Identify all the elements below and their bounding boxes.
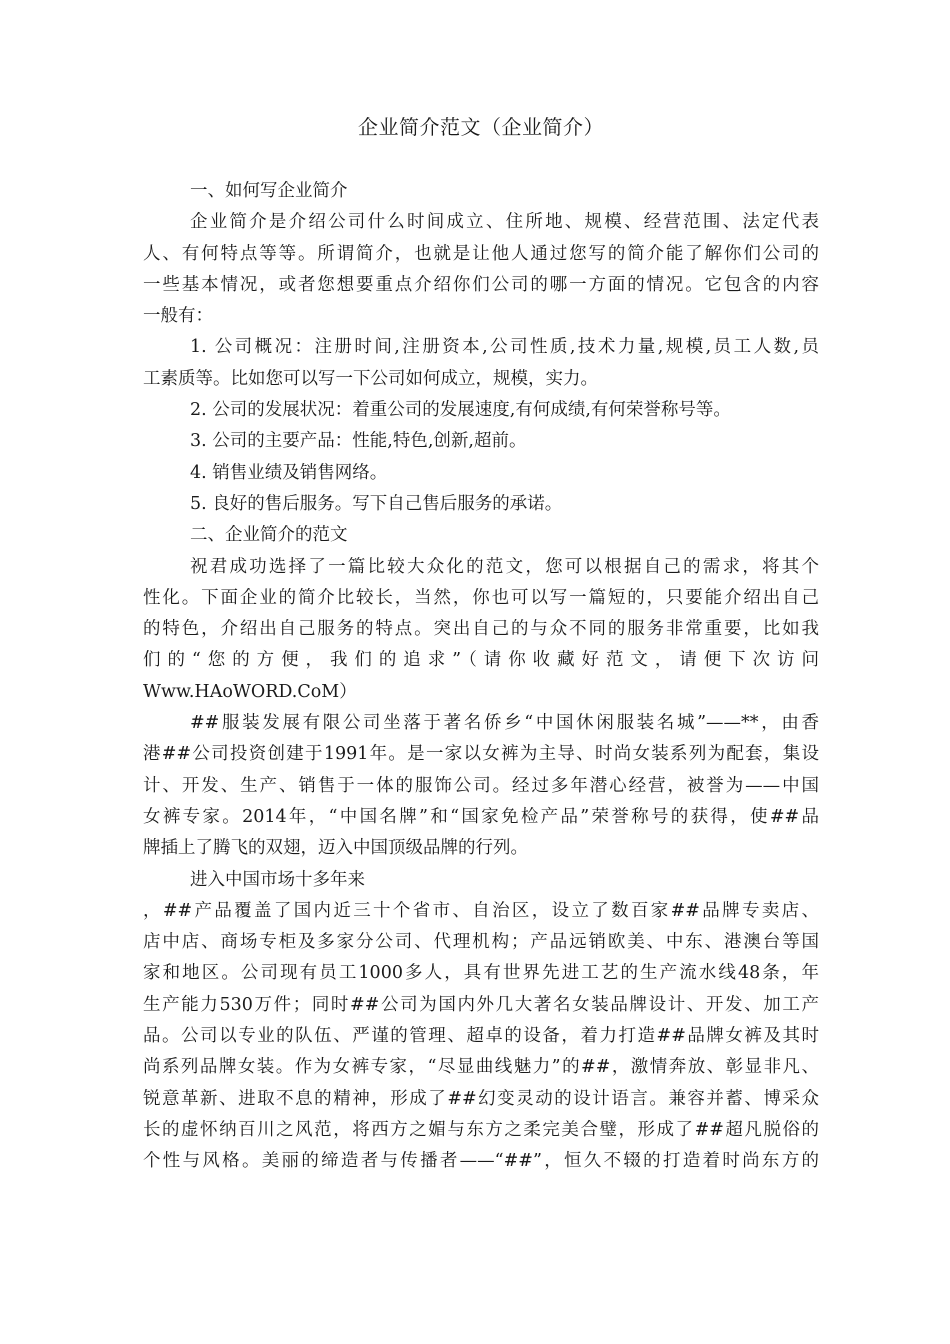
text-line: 企业简介是介绍公司什么时间成立、住所地、规模、经营范围、法定代表 bbox=[190, 212, 819, 233]
text-line: 计、开发、生产、销售于一体的服饰公司。经过多年潜心经营，被誉为——中国 bbox=[143, 775, 819, 796]
text-line: 祝君成功选择了一篇比较大众化的范文，您可以根据自己的需求，将其个 bbox=[190, 556, 819, 577]
text-line: 的特色，介绍出自己服务的特点。突出自己的与众不同的服务非常重要，比如我 bbox=[143, 619, 819, 640]
text-line: 工素质等。比如您可以写一下公司如何成立，规模，实力。 bbox=[143, 368, 598, 389]
text-line: 人、有何特点等等。所谓简介，也就是让他人通过您写的简介能了解你们公司的 bbox=[143, 243, 819, 264]
text-line: 性化。下面企业的简介比较长，当然，你也可以写一篇短的，只要能介绍出自己 bbox=[143, 587, 819, 608]
text-line: 们的“您的方便，我们的追求”（请你收藏好范文，请便下次访问 bbox=[143, 650, 819, 671]
text-line: 个性与风格。美丽的缔造者与传播者——“##”，恒久不辍的打造着时尚东方的 bbox=[143, 1151, 819, 1172]
text-line: 一些基本情况，或者您想要重点介绍你们公司的哪一方面的情况。它包含的内容 bbox=[143, 274, 819, 295]
text-line: 品。公司以专业的队伍、严谨的管理、超卓的设备，着力打造##品牌女裤及其时 bbox=[143, 1026, 819, 1047]
text-line: ##服装发展有限公司坐落于著名侨乡“中国休闲服装名城”——**，由香 bbox=[190, 713, 819, 734]
text-line: 3. 公司的主要产品：性能,特色,创新,超前。 bbox=[190, 431, 527, 452]
text-line: 女裤专家。2014年，“中国名牌”和“国家免检产品”荣誉称号的获得，使##品 bbox=[143, 806, 819, 827]
text-line: 店中店、商场专柜及多家分公司、代理机构；产品远销欧美、中东、港澳台等国 bbox=[143, 932, 819, 953]
document-body bbox=[143, 176, 819, 1178]
text-line: 1. 公司概况：注册时间,注册资本,公司性质,技术力量,规模,员工人数,员 bbox=[190, 337, 819, 358]
text-line: 家和地区。公司现有员工1000多人，具有世界先进工艺的生产流水线48条，年 bbox=[143, 963, 819, 984]
text-line: 港##公司投资创建于1991年。是一家以女裤为主导、时尚女装系列为配套，集设 bbox=[143, 744, 819, 765]
text-line: ，##产品覆盖了国内近三十个省市、自治区，设立了数百家##品牌专卖店、 bbox=[143, 900, 819, 921]
text-line: 一般有： bbox=[143, 306, 213, 327]
text-line: 进入中国市场十多年来 bbox=[190, 869, 365, 890]
text-line: 牌插上了腾飞的双翅，迈入中国顶级品牌的行列。 bbox=[143, 838, 528, 859]
text-line: 长的虚怀纳百川之风范，将西方之媚与东方之柔完美合璧，形成了##超凡脱俗的 bbox=[143, 1119, 819, 1140]
text-line: Www.HAoWORD.CoM） bbox=[143, 681, 357, 702]
text-line: 2. 公司的发展状况：着重公司的发展速度,有何成绩,有何荣誉称号等。 bbox=[190, 400, 731, 421]
document-title: 企业简介范文（企业简介） bbox=[358, 115, 604, 139]
text-line: 一、如何写企业简介 bbox=[190, 181, 348, 201]
text-line: 尚系列品牌女装。作为女裤专家，“尽显曲线魅力”的##，激情奔放、彰显非凡、 bbox=[143, 1057, 819, 1078]
text-line: 锐意革新、进取不息的精神，形成了##幻变灵动的设计语言。兼容并蓄、博采众 bbox=[143, 1088, 819, 1109]
text-line: 4. 销售业绩及销售网络。 bbox=[190, 462, 388, 483]
text-line: 5. 良好的售后服务。写下自己售后服务的承诺。 bbox=[190, 493, 563, 514]
text-line: 生产能力530万件；同时##公司为国内外几大著名女装品牌设计、开发、加工产 bbox=[143, 994, 819, 1015]
text-line: 二、企业简介的范文 bbox=[190, 525, 348, 546]
